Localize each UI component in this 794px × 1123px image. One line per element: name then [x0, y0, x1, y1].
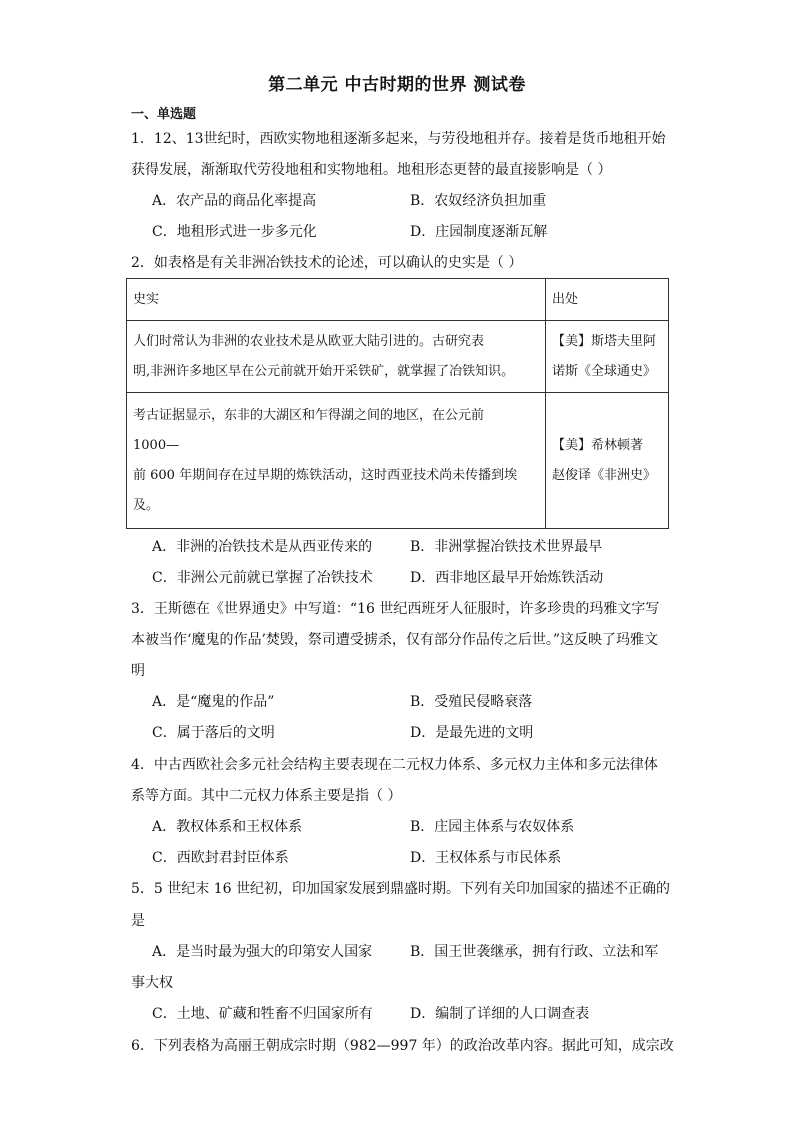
- q2-option-c[interactable]: C．非洲公元前就已掌握了冶铁技术: [152, 570, 373, 586]
- q5-option-d[interactable]: D．编制了详细的人口调查表: [410, 1006, 590, 1022]
- q2-option-a[interactable]: A．非洲的冶铁技术是从西亚传来的: [152, 539, 373, 555]
- q1-option-b[interactable]: B．农奴经济负担加重: [410, 193, 547, 209]
- cell-text: 明,非洲许多地区早在公元前就开始开采铁矿，就掌握了冶铁知识。: [133, 363, 515, 379]
- q4-line-1: 4．中古西欧社会多元社会结构主要表现在二元权力体系、多元权力主体和多元法律体: [131, 757, 658, 773]
- table-row: [127, 321, 669, 393]
- q4-option-c[interactable]: C．西欧封君封臣体系: [152, 850, 289, 866]
- section-heading: 一、单选题: [131, 107, 197, 122]
- table-cell-fact: [127, 321, 546, 393]
- cell-text: 及。: [133, 497, 160, 513]
- table-cell-fact: [127, 393, 546, 529]
- q1-line-1: 1．12、13世纪时，西欧实物地租逐渐多起来，与劳役地租并存。接着是货币地租开始: [131, 131, 666, 147]
- cell-text: 1000—: [133, 437, 180, 453]
- cell-text: 【美】斯塔夫里阿: [552, 333, 657, 349]
- q5-option-a[interactable]: A．是当时最为强大的印第安人国家: [152, 944, 373, 960]
- q1-option-c[interactable]: C．地租形式进一步多元化: [152, 224, 317, 240]
- q1-option-d[interactable]: D．庄园制度逐渐瓦解: [410, 224, 548, 240]
- table-cell-source: [546, 321, 669, 393]
- page-title: 第二单元 中古时期的世界 测试卷: [268, 75, 526, 95]
- q3-option-d[interactable]: D．是最先进的文明: [410, 725, 534, 741]
- q5-line-2: 是: [131, 913, 145, 929]
- q5-option-b-continued: 事大权: [131, 975, 173, 991]
- q1-option-a[interactable]: A．农产品的商品化率提高: [152, 193, 317, 209]
- cell-text: 【美】希林顿著: [552, 437, 644, 453]
- table-header-row: [127, 279, 669, 321]
- cell-text: 人们时常认为非洲的农业技术是从欧亚大陆引进的。古研究表: [133, 333, 485, 349]
- table-header-fact: 史实: [127, 279, 546, 321]
- q3-option-c[interactable]: C．属于落后的文明: [152, 725, 275, 741]
- q4-option-d[interactable]: D．王权体系与市民体系: [410, 850, 562, 866]
- q3-option-b[interactable]: B．受殖民侵略衰落: [410, 694, 533, 710]
- cell-text: 赵俊译《非洲史》: [552, 467, 657, 483]
- table-cell-source: [546, 393, 669, 529]
- q4-line-2: 系等方面。其中二元权力体系主要是指（ ）: [131, 788, 402, 804]
- cell-text: 考古证据显示，东非的大湖区和乍得湖之间的地区，在公元前: [133, 407, 485, 423]
- q2-line-1: 2．如表格是有关非洲冶铁技术的论述，可以确认的史实是（ ）: [131, 255, 523, 271]
- q1-line-2: 获得发展，渐渐取代劳役地租和实物地租。地租形态更替的最直接影响是（ ）: [131, 162, 612, 178]
- q3-line-1: 3．王斯德在《世界通史》中写道：“16 世纪西班牙人征服时，许多珍贵的玛雅文字写: [131, 601, 660, 617]
- table-row: [127, 393, 669, 529]
- table-header-source: 出处: [546, 279, 669, 321]
- q3-line-2: 本被当作‘魔鬼的作品’焚毁，祭司遭受掳杀，仅有部分作品传之后世。”这反映了玛雅文: [131, 632, 659, 648]
- q4-option-a[interactable]: A．教权体系和王权体系: [152, 819, 303, 835]
- q2-option-d[interactable]: D．西非地区最早开始炼铁活动: [410, 570, 604, 586]
- q5-option-b[interactable]: B．国王世袭继承，拥有行政、立法和军: [410, 944, 659, 960]
- q4-option-b[interactable]: B．庄园主体系与农奴体系: [410, 819, 575, 835]
- cell-text: 诺斯《全球通史》: [552, 363, 657, 379]
- q5-line-1: 5．5 世纪末 16 世纪初，印加国家发展到鼎盛时期。下列有关印加国家的描述不正确的: [131, 881, 670, 897]
- history-table: [126, 278, 669, 529]
- q6-line-1: 6．下列表格为高丽王朝成宗时期（982—997 年）的政治改革内容。据此可知，成宗改: [131, 1038, 674, 1054]
- q3-option-a[interactable]: A．是“魔鬼的作品”: [152, 694, 275, 710]
- cell-text: 前 600 年期间存在过早期的炼铁活动，这时西亚技术尚未传播到埃: [133, 467, 518, 483]
- q5-option-c[interactable]: C．土地、矿藏和牲畜不归国家所有: [152, 1006, 373, 1022]
- q3-line-3: 明: [131, 663, 145, 679]
- q2-option-b[interactable]: B．非洲掌握冶铁技术世界最早: [410, 539, 603, 555]
